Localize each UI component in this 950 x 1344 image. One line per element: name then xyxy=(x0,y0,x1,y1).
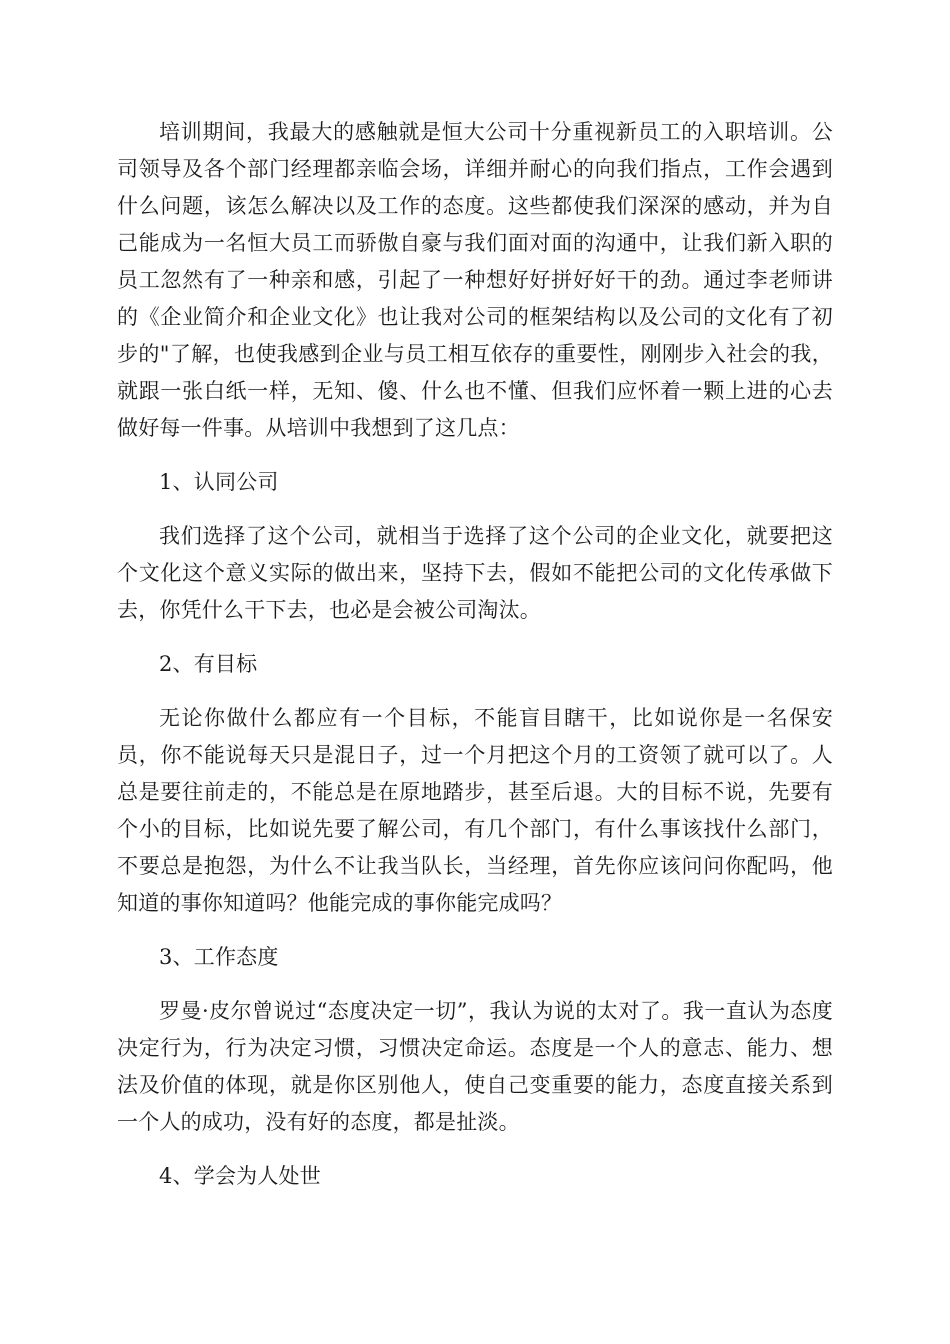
intro-paragraph: 培训期间，我最大的感触就是恒大公司十分重视新员工的入职培训。公司领导及各个部门经理都亲临会场，详细并耐心的向我们指点，工作会遇到什么问题，该怎么解决以及工作的态度。这些都使我们深深的感动，并为自己能成为一名恒大员工而骄傲自豪与我们面对面的沟通中，让我们新入职的员工忽然有了一种亲和感，引起了一种想好好拼好好干的劲。通过李老师讲的《企业简介和企业文化》也让我对公司的框架结构以及公司的文化有了初步的"了解，也使我感到企业与员工相互依存的重要性，刚刚步入社会的我，就跟一张白纸一样，无知、傻、什么也不懂、但我们应怀着一颗上进的心去做好每一件事。从培训中我想到了这几点： xyxy=(117,120,833,440)
section-heading-identify-company: 1、认同公司 xyxy=(159,470,279,494)
section-body-goal: 无论你做什么都应有一个目标，不能盲目瞎干，比如说你是一名保安员，你不能说每天只是混日子，过一个月把这个月的工资领了就可以了。人总是要往前走的，不能总是在原地踏步，甚至后退。大的目标不说，先要有个小的目标，比如说先要了解公司，有几个部门，有什么事该找什么部门，不要总是抱怨，为什么不让我当队长，当经理，首先你应该问问你配吗，他知道的事你知道吗？他能完成的事你能完成吗？ xyxy=(117,706,833,915)
section-heading-work-attitude: 3、工作态度 xyxy=(159,945,279,969)
section-heading-conduct: 4、学会为人处世 xyxy=(159,1164,321,1188)
section-body-identify-company: 我们选择了这个公司，就相当于选择了这个公司的企业文化，就要把这个文化这个意义实际的做出来，坚持下去，假如不能把公司的文化传承做下去，你凭什么干下去，也必是会被公司淘汰。 xyxy=(117,524,833,622)
document-page xyxy=(117,114,833,1195)
section-heading-goal: 2、有目标 xyxy=(159,652,258,676)
section-body-work-attitude: 罗曼·皮尔曾说过“态度决定一切”，我认为说的太对了。我一直认为态度决定行为，行为决定习惯，习惯决定命运。态度是一个人的意志、能力、想法及价值的体现，就是你区别他人，使自己变重要的能力，态度直接关系到一个人的成功，没有好的态度，都是扯淡。 xyxy=(117,999,833,1134)
